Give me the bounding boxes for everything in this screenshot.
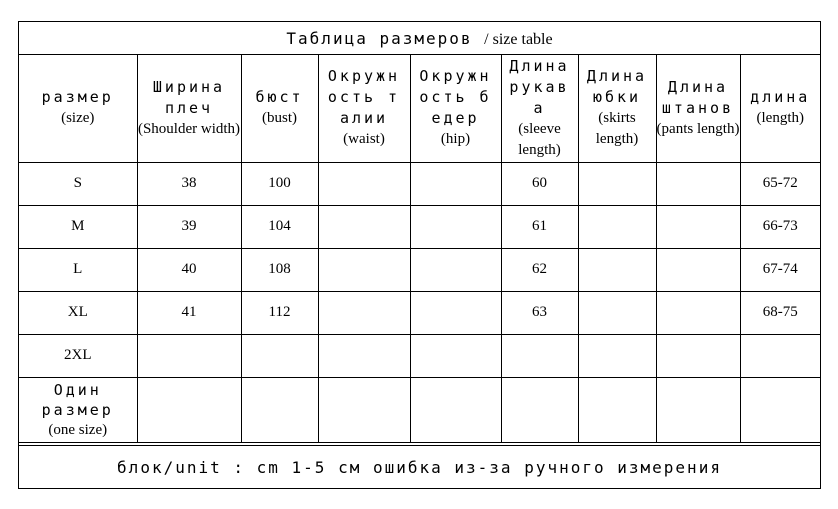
table-cell: [241, 334, 318, 377]
table-cell: [410, 334, 501, 377]
table-cell: [318, 334, 410, 377]
table-cell: L: [19, 248, 137, 291]
table-cell: [318, 377, 410, 442]
table-cell: 65-72: [740, 162, 820, 205]
table-cell: 100: [241, 162, 318, 205]
table-cell: 38: [137, 162, 241, 205]
table-cell: [137, 377, 241, 442]
table-cell: [318, 205, 410, 248]
table-title-en: / size table: [484, 31, 553, 48]
table-row-s: [19, 162, 820, 205]
one-size-label: Один размер (one size): [19, 377, 137, 442]
table-cell: 104: [241, 205, 318, 248]
table-cell: [656, 334, 740, 377]
table-cell: [656, 377, 740, 442]
table-cell: 41: [137, 291, 241, 334]
table-cell: 66-73: [740, 205, 820, 248]
table-cell: [740, 377, 820, 442]
table-cell: [241, 377, 318, 442]
table-cell: XL: [19, 291, 137, 334]
table-cell: S: [19, 162, 137, 205]
table-cell: [410, 162, 501, 205]
table-cell: 67-74: [740, 248, 820, 291]
header-sleeve: Длина рукава (sleeve length): [501, 55, 578, 162]
table-cell: 39: [137, 205, 241, 248]
table-title-ru: Таблица размеров: [286, 29, 473, 48]
table-cell: [656, 205, 740, 248]
table-cell: [578, 377, 656, 442]
table-row-l: [19, 248, 820, 291]
table-cell: [318, 162, 410, 205]
table-row-2xl: [19, 334, 820, 377]
table-row-m: [19, 205, 820, 248]
table-cell: M: [19, 205, 137, 248]
header-size: размер (size): [19, 55, 137, 162]
table-cell: [318, 291, 410, 334]
size-table-sheet: [18, 21, 821, 489]
table-cell: [501, 377, 578, 442]
table-cell: [656, 291, 740, 334]
table-cell: [137, 334, 241, 377]
table-row-xl: [19, 291, 820, 334]
table-cell: [410, 377, 501, 442]
header-hip: Окружность бедер (hip): [410, 55, 501, 162]
header-row: [19, 55, 820, 162]
size-table: [19, 55, 820, 443]
table-cell: [318, 248, 410, 291]
table-title: [19, 22, 820, 55]
table-cell: 61: [501, 205, 578, 248]
header-skirt: Длина юбки (skirts length): [578, 55, 656, 162]
table-cell: 68-75: [740, 291, 820, 334]
table-cell: [410, 248, 501, 291]
table-cell: 60: [501, 162, 578, 205]
header-waist: Окружность талии (waist): [318, 55, 410, 162]
table-cell: 63: [501, 291, 578, 334]
table-row-one-size: [19, 377, 820, 442]
table-cell: [501, 334, 578, 377]
header-pants: Длина штанов (pants length): [656, 55, 740, 162]
table-cell: 2XL: [19, 334, 137, 377]
table-cell: [410, 291, 501, 334]
table-cell: 40: [137, 248, 241, 291]
table-cell: [740, 334, 820, 377]
table-cell: 112: [241, 291, 318, 334]
measurement-note: блок/unit : cm 1-5 см ошибка из-за ручного измерения: [19, 445, 820, 488]
table-cell: [578, 162, 656, 205]
header-shoulder: Ширина плеч (Shoulder width): [137, 55, 241, 162]
table-cell: 62: [501, 248, 578, 291]
table-cell: [578, 334, 656, 377]
table-cell: 108: [241, 248, 318, 291]
table-cell: [578, 248, 656, 291]
header-bust: бюст (bust): [241, 55, 318, 162]
table-cell: [410, 205, 501, 248]
table-cell: [656, 248, 740, 291]
table-cell: [578, 291, 656, 334]
table-cell: [578, 205, 656, 248]
table-cell: [656, 162, 740, 205]
header-length: длина (length): [740, 55, 820, 162]
